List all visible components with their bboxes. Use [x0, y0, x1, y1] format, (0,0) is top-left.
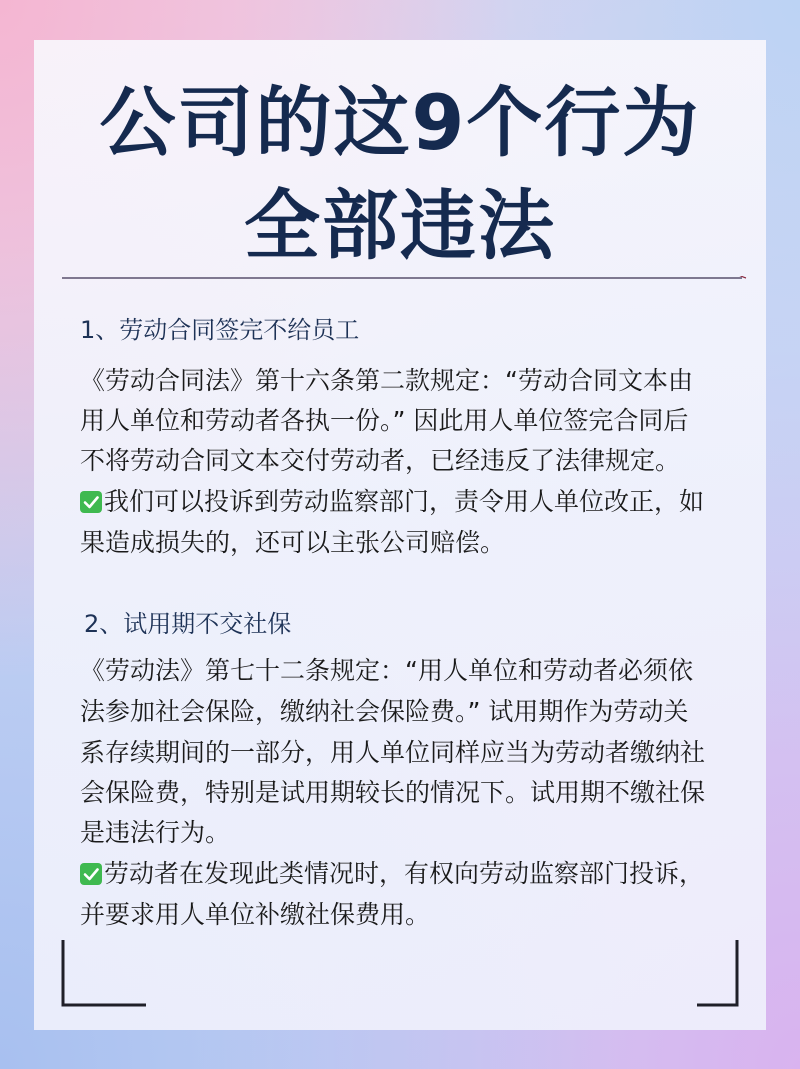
- section-2-body-line: 法参加社会保险，缴纳社会保险费。” 试用期作为劳动关: [80, 697, 689, 726]
- section-1-tip-text: 我们可以投诉到劳动监察部门，责令用人单位改正，如: [104, 487, 705, 516]
- section-1-body-line: 不将劳动合同文本交付劳动者，已经违反了法律规定。: [80, 446, 681, 475]
- corner-bracket-bottom-right: [697, 940, 741, 1010]
- section-2-body-line: 《劳动法》第七十二条规定：“用人单位和劳动者必须依: [80, 656, 693, 685]
- section-1-body-line: 《劳动合同法》第十六条第二款规定：“劳动合同文本由: [80, 366, 693, 395]
- section-2-tip-line: [80, 861, 704, 886]
- corner-bracket-bottom-left: [60, 940, 150, 1010]
- section-1-tip-line: 果造成损失的，还可以主张公司赔偿。: [80, 528, 506, 557]
- section-2-body-line: 系存续期间的一部分，用人单位同样应当为劳动者缴纳社: [80, 738, 706, 767]
- check-mark-icon: [80, 491, 102, 513]
- section-2-body-line: 会保险费，特别是试用期较长的情况下。试用期不缴社保: [80, 778, 706, 807]
- title-divider: [62, 276, 752, 290]
- section-2-heading: 2、试用期不交社保: [84, 610, 292, 638]
- section-2-body-line: 是违法行为。: [80, 818, 231, 847]
- check-mark-icon: [80, 863, 102, 885]
- page-title-line-2: 全部违法: [244, 181, 556, 270]
- section-1-heading: 1、劳动合同签完不给员工: [80, 316, 360, 344]
- section-2-tip-text: 劳动者在发现此类情况时，有权向劳动监察部门投诉，: [104, 859, 705, 888]
- section-1-body-line: 用人单位和劳动者各执一份。” 因此用人单位签完合同后: [80, 406, 689, 435]
- section-2-tip-line: 并要求用人单位补缴社保费用。: [80, 900, 431, 929]
- page-title-line-1: 公司的这9个行为: [99, 78, 701, 167]
- section-1-tip-line: [80, 489, 704, 514]
